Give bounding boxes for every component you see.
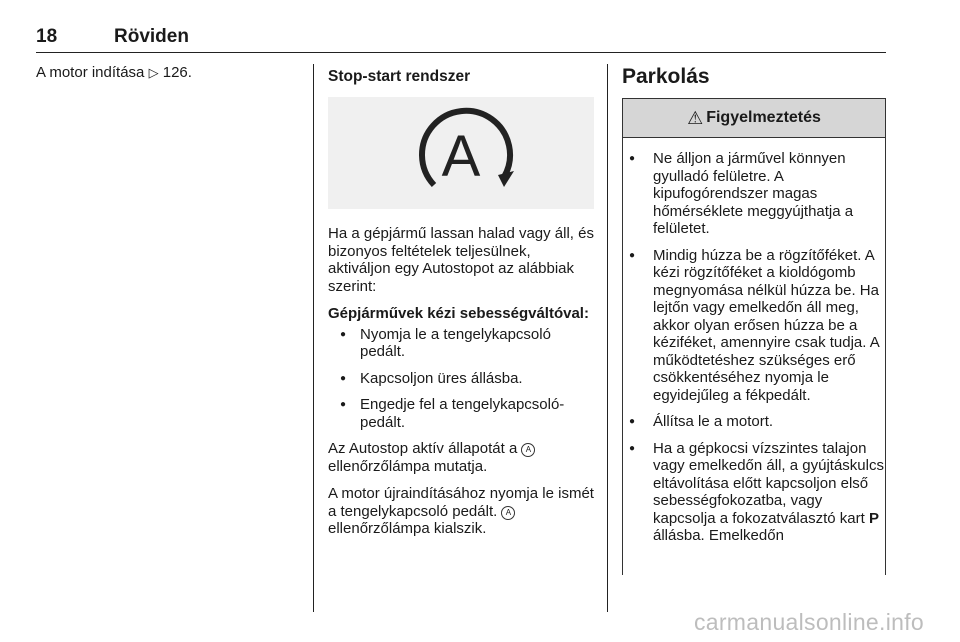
warning-box [622,98,886,575]
list-item: ● Kapcsoljon üres állásba. [328,370,596,388]
gear-p-label: P [868,509,879,527]
page-ref-arrow-icon: ▷ [148,65,159,80]
autostop-intro: Ha a gépjármű lassan halad vagy áll, és bizonyos feltételek teljesülnek, aktiváljon egy Autostopot az alábbiak szerint: [328,225,594,295]
warning-title: Figyelmeztetés [706,109,821,126]
list-item [623,440,885,545]
warning-body [623,138,885,545]
column-left [36,64,298,82]
list-item: ● Ne álljon a járművel könnyen gyulladó felületre. A kipufogórendszer magas hőmérséklete meggyújthatja a felületet. [623,150,885,238]
page-header [36,26,886,53]
column-right [622,64,886,575]
manual-gearbox-heading: Gépjárművek kézi sebességváltóval: [328,305,589,322]
section-title: Röviden [114,26,189,47]
parking-heading: Parkolás [622,65,710,88]
list-item: ● Mindig húzza be a rögzítőféket. A kézi rögzítőféket a kioldógomb megnyomása nélkül húzza be. Ha lejtőn vagy emelkedőn áll meg, akkor olyan erősen húzza be a kéziféket, amennyire csak tudja. A működtetéshez szükséges erő csökkentéséhez nyomja le egyidejűleg a fékpedált. [623,247,885,405]
autostop-indicator-icon [328,97,594,209]
autostop-status-a: Az Autostop aktív állapotát a [328,440,518,457]
list-item: ● Állítsa le a motort. [623,413,885,431]
last-item-a: Ha a gépkocsi vízszintes talajon vagy emelkedőn áll, a gyújtáskulcs eltávolítása előtt kapcsoljon első sebességfokozatba, vagy kapcsolja a fokozatválasztó kart [653,439,884,527]
figure-letter: A [441,124,481,189]
autostop-lamp-icon: A [501,506,515,520]
autostop-status-b: ellenőrzőlámpa mutatja. [328,457,488,475]
autostop-steps [328,326,596,432]
autostop-lamp-icon: A [521,443,535,457]
restart-text-b: ellenőrzőlámpa kialszik. [328,520,487,537]
warning-header [623,99,885,138]
last-item-b: állásba. Emelkedőn [653,527,784,544]
list-item: ● Nyomja le a tengelykapcsoló pedált. [328,326,596,361]
cross-reference [36,64,298,82]
restart-text [328,485,596,538]
page-number: 18 [36,26,58,47]
list-item: ● Engedje fel a tengelykapcsoló-pedált. [328,396,596,431]
restart-text-a: A motor újraindításához nyomja le ismét a tengelykapcsoló pedált. [328,485,594,520]
warning-triangle-icon: ⚠ [687,107,704,128]
column-divider [313,64,314,612]
watermark: carmanualsonline.info [693,609,924,635]
warning-list [623,150,885,545]
autostop-figure [328,97,594,209]
autostop-status-text [328,440,596,475]
cross-reference-text: A motor indítása [36,64,145,81]
cross-reference-page[interactable]: 126. [162,64,192,81]
stop-start-heading: Stop-start rendszer [328,68,471,85]
column-middle [328,64,596,548]
column-divider [607,64,608,612]
